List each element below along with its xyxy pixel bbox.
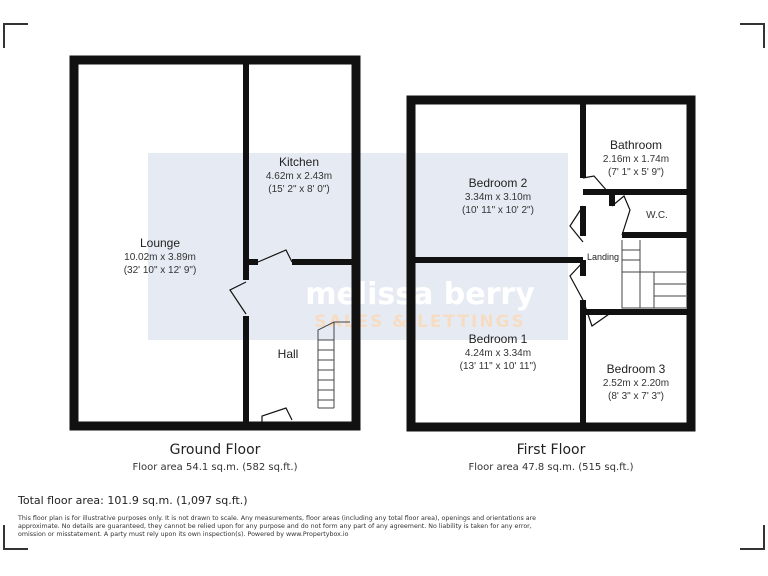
room-name: Bedroom 1 [468,332,528,346]
floor-area: Floor area 47.8 sq.m. (515 sq.ft.) [468,462,634,473]
room-dim-imperial: (15' 2" x 8' 0") [268,184,330,195]
room-dim-imperial: (7' 1" x 5' 9") [608,167,664,178]
room-name: Bedroom 2 [468,176,528,190]
room-name: Landing [586,252,620,262]
room-name: Lounge [139,236,181,250]
watermark-tagline: SALES & LETTINGS [314,312,526,332]
floor-area: Floor area 54.1 sq.m. (582 sq.ft.) [132,462,298,473]
room-name: Kitchen [278,155,320,169]
room-dim-metric: 2.52m x 2.20m [602,378,670,389]
room-name: Hall [277,347,299,361]
room-dim-metric: 4.24m x 3.34m [464,348,532,359]
floor-title: First Floor [516,442,586,458]
room-name: Bedroom 3 [606,362,666,376]
disclaimer: This floor plan is for illustrative purposes only. It is not drawn to scale. Any measurements, floor areas (including any total floor area), openings and orientations are approximate. No details are guaranteed, they cannot be relied upon for any purpose and do not form any part of any agreement. No liability is taken for any error, omission or misstatement. A party must rely upon its own inspection(s). Powered by www.Propertybox.io [18,515,536,538]
room-dim-metric: 2.16m x 1.74m [602,154,670,165]
watermark-brand: melissa berry [305,277,535,312]
room-name: W.C. [646,210,668,221]
room-dim-imperial: (8' 3" x 7' 3") [608,391,664,402]
room-name: Bathroom [609,138,663,152]
room-dim-metric: 10.02m x 3.89m [124,252,196,263]
room-dim-metric: 3.34m x 3.10m [464,192,532,203]
room-dim-imperial: (32' 10" x 12' 9") [123,265,197,276]
room-dim-metric: 4.62m x 2.43m [265,171,333,182]
room-dim-imperial: (13' 11" x 10' 11") [459,361,537,372]
total-floor-area: Total floor area: 101.9 sq.m. (1,097 sq.ft.) [18,494,248,507]
room-dim-imperial: (10' 11" x 10' 2") [462,205,534,216]
floor-title: Ground Floor [169,442,261,458]
